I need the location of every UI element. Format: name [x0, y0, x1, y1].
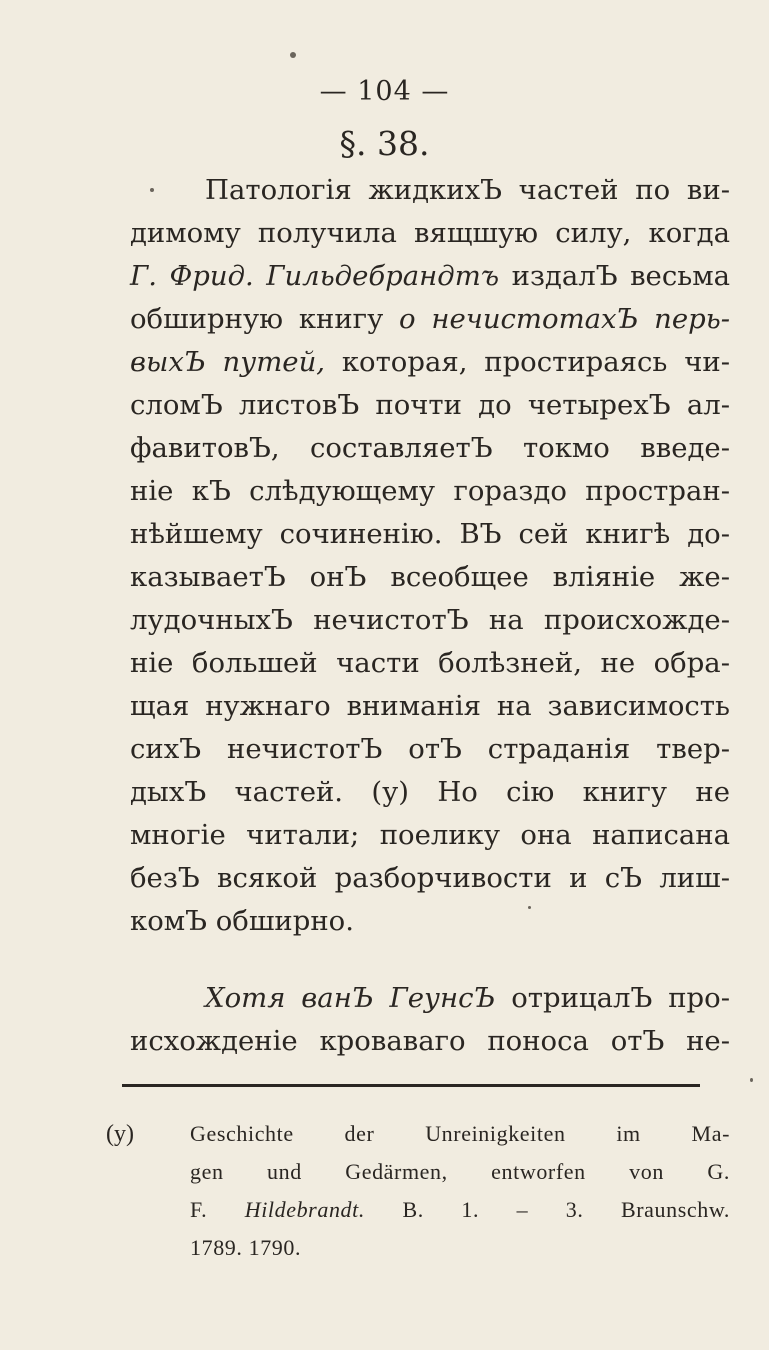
- text-line: многіе читали; поелику она написана: [130, 819, 730, 851]
- page-number: — 104 —: [319, 76, 450, 107]
- text-line: димому получила вящшую силу, когда: [130, 217, 730, 249]
- text-line: исхожденіе кроваваго поноса отЪ не-: [130, 1025, 730, 1057]
- text-line: безЪ всякой разборчивости и сЪ лиш-: [130, 862, 730, 894]
- book-title: о нечистотахЪ перь-: [399, 303, 731, 335]
- text-line: сихЪ нечистотЪ отЪ страданія твер-: [130, 733, 730, 765]
- text-line: Хотя ванЪ ГеунсЪ отрицалЪ про-: [205, 982, 730, 1014]
- footnote-line: F. Hildebrandt. B. 1. – 3. Braunschw.: [190, 1197, 730, 1222]
- text-line: Г. Фрид. Гильдебрандтъ издалЪ весьма: [130, 260, 730, 292]
- author-name: ванЪ ГеунсЪ: [301, 982, 496, 1014]
- footnote-line: 1789. 1790.: [190, 1235, 302, 1260]
- author-name: Hildebrandt.: [244, 1197, 365, 1222]
- text-line: щая нужнаго вниманія на зависимость: [130, 690, 730, 722]
- text-line: казываетЪ онЪ всеобщее вліяніе же-: [130, 561, 730, 593]
- author-name: Г. Фрид. Гильдебрандтъ: [130, 260, 500, 292]
- text-line: выхЪ путей, которая, простираясь чи-: [130, 346, 730, 378]
- section-heading: §. 38.: [339, 124, 430, 163]
- paper-speck: [528, 906, 531, 909]
- text-line: комЪ обширно.: [130, 905, 354, 937]
- paper-speck: [290, 52, 296, 58]
- footnote-rule: [122, 1084, 700, 1087]
- text-line: обширную книгу о нечистотахЪ перь-: [130, 303, 731, 335]
- book-title-cont: выхЪ путей,: [130, 346, 326, 378]
- footnote-line: gen und Gedärmen, entworfen von G.: [190, 1159, 730, 1184]
- text-line: ніе большей части болѣзней, не обра-: [130, 647, 730, 679]
- paper-speck: [750, 1078, 753, 1082]
- footnote-mark: (y): [106, 1121, 134, 1147]
- text-line: нѣйшему сочиненію. ВЪ сей книгѣ до-: [130, 518, 730, 550]
- footnote-line: Geschichte der Unreinigkeiten im Ma-: [190, 1121, 730, 1146]
- text-line: дыхЪ частей. (у) Но сію книгу не: [130, 776, 730, 808]
- text-line: ніе кЪ слѣдующему гораздо простран-: [130, 475, 730, 507]
- text-line: сломЪ листовЪ почти до четырехЪ ал-: [130, 389, 730, 421]
- paper-speck: [150, 188, 154, 192]
- text-line: лудочныхЪ нечистотЪ на происхожде-: [130, 604, 730, 636]
- text-line: Патологія жидкихЪ частей по ви-: [205, 174, 730, 206]
- text-line: фавитовЪ, составляетЪ токмо введе-: [130, 432, 730, 464]
